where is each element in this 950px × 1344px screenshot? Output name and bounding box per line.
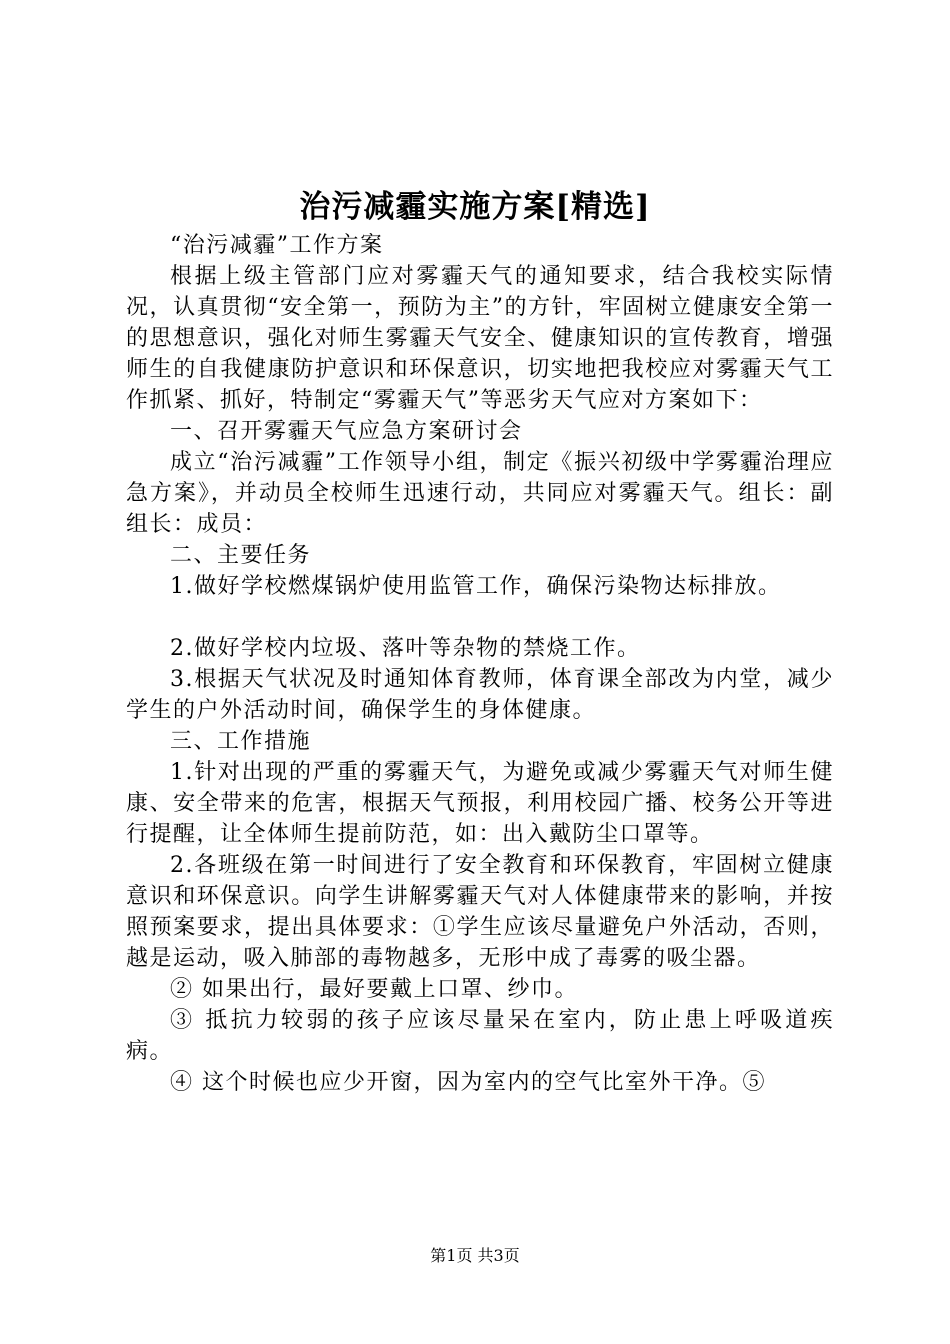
page-footer: 第1页 共3页 — [430, 1246, 520, 1265]
task-item-1: 1.做好学校燃煤锅炉使用监管工作，确保污染物达标排放。 — [170, 574, 782, 599]
paragraph-plan-heading: “治污减霾”工作方案 — [170, 233, 384, 258]
measure-item-2: 2.各班级在第一时间进行了安全教育和环保教育，牢固树立健康意识和环保意识。向学生讲解雾霾天气对人体健康带来的影响，并按照预案要求，提出具体要求：①学生应该尽量避免户外活动，否则，越是运动，吸入肺部的毒物越多，无形中成了毒雾的吸尘器。 — [126, 853, 834, 971]
section-heading-2: 二、主要任务 — [170, 543, 312, 568]
document-body — [126, 230, 834, 1098]
measure-item-1: 1.针对出现的严重的雾霾天气，为避免或减少雾霾天气对师生健康、安全带来的危害，根据天气预报，利用校园广播、校务公开等进行提醒，让全体师生提前防范，如：出入戴防尘口罩等。 — [126, 760, 834, 847]
task-item-3: 3.根据天气状况及时通知体育教师，体育课全部改为内堂，减少学生的户外活动时间，确保学生的身体健康。 — [126, 667, 834, 723]
measure-subitem-3: ③ 抵抗力较弱的孩子应该尽量呆在室内，防止患上呼吸道疾病。 — [126, 1008, 834, 1064]
task-item-2: 2.做好学校内垃圾、落叶等杂物的禁烧工作。 — [170, 636, 641, 661]
section-heading-3: 三、工作措施 — [170, 729, 312, 754]
section-heading-1: 一、召开雾霾天气应急方案研讨会 — [170, 419, 523, 444]
measure-subitem-2: ② 如果出行，最好要戴上口罩、纱巾。 — [170, 977, 578, 1002]
document-title: 治污减霾实施方案[精选] — [299, 189, 651, 225]
measure-subitem-4: ④ 这个时候也应少开窗，因为室内的空气比室外干净。⑤ — [170, 1070, 766, 1095]
paragraph-intro: 根据上级主管部门应对雾霾天气的通知要求，结合我校实际情况，认真贯彻“安全第一，预防为主”的方针，牢固树立健康安全第一的思想意识，强化对师生雾霾天气安全、健康知识的宣传教育，增强师生的自我健康防护意识和环保意识，切实地把我校应对雾霾天气工作抓紧、抓好，特制定“雾霾天气”等恶劣天气应对方案如下： — [126, 264, 834, 413]
paragraph-leadership-group: 成立“治污减霾”工作领导小组，制定《振兴初级中学雾霾治理应急方案》，并动员全校师生迅速行动，共同应对雾霾天气。组长：副组长：成员： — [126, 450, 834, 537]
